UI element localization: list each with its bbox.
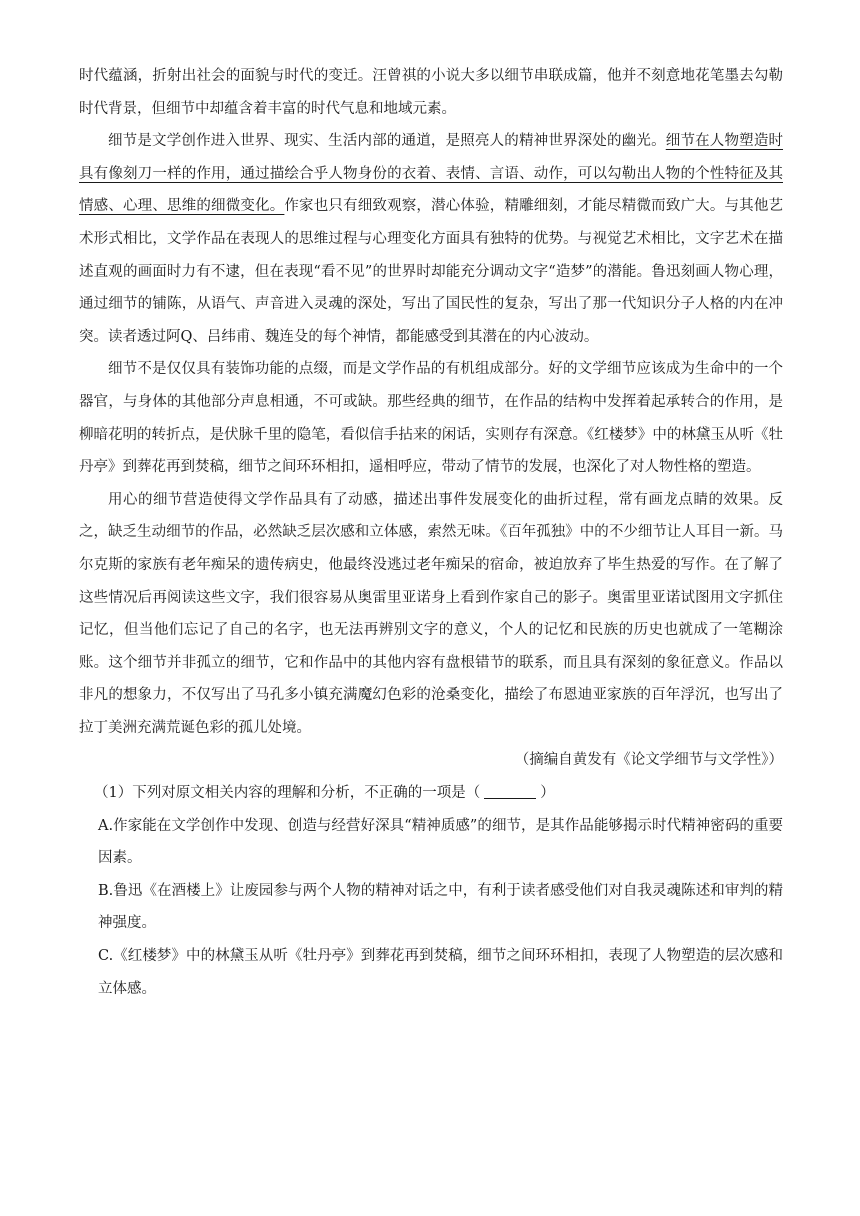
paragraph-4: 用心的细节营造使得文学作品具有了动感，描述出事件发展变化的曲折过程，常有画龙点睛的效果。反之，缺乏生动细节的作品，必然缺乏层次感和立体感，索然无味。《百年孤独》中的不少细节让人耳目一新。马尔克斯的家族有老年痴呆的遗传病史，他最终没逃过老年痴呆的宿命，被迫放弃了毕生热爱的写作。在了解了这些情况后再阅读这些文字，我们很容易从奥雷里亚诺身上看到作家自己的影子。奥雷里亚诺试图用文字抓住记忆，但当他们忘记了自己的名字，也无法再辨别文字的意义，个人的记忆和民族的历史也就成了一笔糊涂账。这个细节并非孤立的细节，它和作品中的其他内容有盘根错节的联系，而且具有深刻的象征意义。作品以非凡的想象力，不仅写出了马孔多小镇充满魔幻色彩的沧桑变化，描绘了布恩迪亚家族的百年浮沉，也写出了拉丁美洲充满荒诞色彩的孤儿处境。 bbox=[79, 491, 783, 736]
answer-blank[interactable] bbox=[484, 782, 536, 799]
paragraph-2-rest: 作家也只有细致观察，潜心体验，精雕细刻，才能尽精微而致广大。与其他艺术形式相比，文学作品在表现人的思维过程与心理变化方面具有独特的优势。与视觉艺术相比，文字艺术在描述直观的画面时力有不逮，但在表现“看不见”的世界时却能充分调动文字“造梦”的潜能。鲁迅刻画人物心理，通过细节的铺陈，从语气、声音进入灵魂的深处，写出了国民性的复杂，写出了那一代知识分子人格的内在冲突。读者透过阿Q、吕纬甫、魏连殳的每个神情，都能感受到其潜在的内心波动。 bbox=[79, 198, 784, 345]
option-b: B.鲁迅《在酒楼上》让废园参与两个人物的精神对话之中，有利于读者感受他们对自我灵魂陈述和审判的精神强度。 bbox=[98, 882, 783, 932]
option-c: C.《红楼梦》中的林黛玉从听《牡丹亭》到葬花再到焚稿，细节之间环环相扣，表现了人物塑造的层次感和立体感。 bbox=[98, 948, 783, 997]
paragraph-2 bbox=[79, 125, 783, 353]
paragraph-2-underlined-sentence: 细节在人物塑造时具有像刻刀一样的作用，通过描绘合乎人物身份的衣着、表情、言语、动作，可以勾勒出人物的个性特征及其情感、心理、思维的细微变化。 bbox=[79, 133, 784, 215]
question-stem-close: ） bbox=[540, 785, 555, 802]
source-citation: （摘编自黄发有《论文学细节与文学性》） bbox=[514, 752, 783, 769]
question-stem-text: （1）下列对原文相关内容的理解和分析，不正确的一项是（ bbox=[94, 785, 481, 802]
document-page bbox=[79, 60, 783, 1005]
paragraph-1: 时代蕴涵，折射出社会的面貌与时代的变迁。汪曾祺的小说大多以细节串联成篇，他并不刻意地花笔墨去勾勒时代背景，但细节中却蕴含着丰富的时代气息和地域元素。 bbox=[79, 68, 783, 117]
option-a: A.作家能在文学创作中发现、创造与经营好深具“精神质感”的细节，是其作品能够揭示时代精神密码的重要因素。 bbox=[98, 817, 783, 867]
question-stem bbox=[79, 777, 783, 810]
paragraph-2-intro: 细节是文学创作进入世界、现实、生活内部的通道，是照亮人的精神世界深处的幽光。 bbox=[108, 133, 666, 150]
paragraph-3: 细节不是仅仅具有装饰功能的点缀，而是文学作品的有机组成部分。好的文学细节应该成为生命中的一个器官，与身体的其他部分声息相通，不可或缺。那些经典的细节，在作品的结构中发挥着起承转合的作用，是柳暗花明的转折点，是伏脉千里的隐笔，看似信手拈来的闲话，实则存有深意。《红楼梦》中的林黛玉从听《牡丹亭》到葬花再到焚稿，细节之间环环相扣，遥相呼应，带动了情节的发展，也深化了对人物性格的塑造。 bbox=[79, 361, 783, 476]
